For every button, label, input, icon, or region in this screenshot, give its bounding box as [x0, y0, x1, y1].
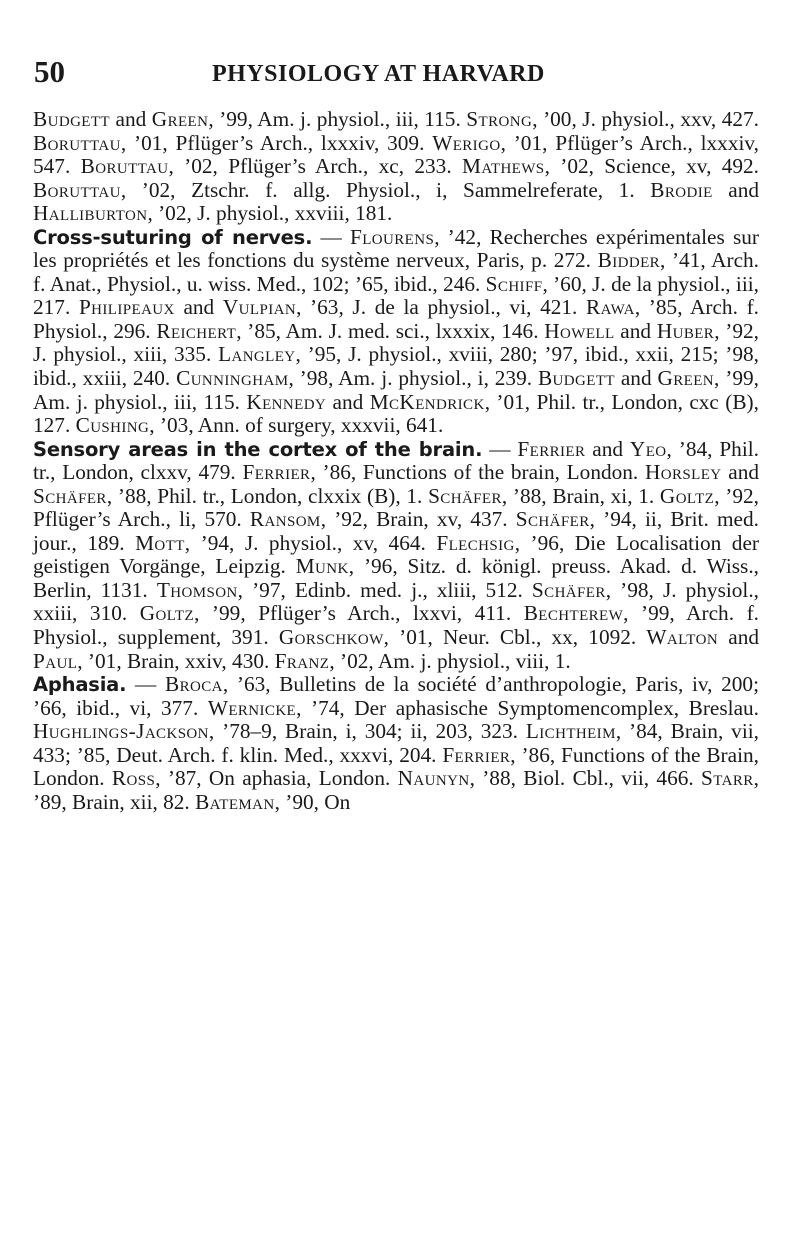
author-name: Mott	[135, 530, 185, 555]
section-heading: Sensory areas in the cortex of the brain.	[33, 437, 483, 461]
citation-text: , ’95, J. physiol., xviii, 280; ’97, ibid., xxii, 215; ’98, ibid., xxiii, 240.	[33, 342, 759, 391]
citation-text: , ’88, Biol. Cbl., vii, 466.	[469, 766, 702, 791]
author-name: Wernicke	[207, 695, 297, 720]
author-name: Starr	[701, 766, 754, 791]
author-name: Brodie	[650, 177, 713, 202]
author-name: Green	[151, 107, 209, 131]
author-name: Gorschkow	[278, 625, 384, 650]
author-name: Naunyn	[397, 766, 470, 791]
citation-text: , ’03, Ann. of surgery, xxxvii, 641.	[149, 413, 444, 438]
author-name: Boruttau	[80, 154, 169, 179]
citation-text: , ’98, J. physiol., xxiii, 310.	[33, 577, 759, 626]
author-name: Bidder	[597, 248, 661, 273]
author-name: Budgett	[537, 366, 615, 391]
author-name: Boruttau	[33, 177, 121, 202]
author-name: Ferrier	[517, 436, 586, 461]
author-name: Schäfer	[33, 483, 107, 508]
citation-text: , ’87, On aphasia, London.	[155, 766, 398, 791]
citation-text: , ’92, Pflüger’s Arch., li, 570.	[33, 483, 759, 532]
author-name: Ross	[111, 766, 156, 791]
citation-text: , ’96, Sitz. d. königl. preuss. Akad. d. Wiss., Berlin, 1131.	[33, 554, 759, 602]
author-name: Flechsig	[436, 530, 515, 555]
citation-text: —	[312, 224, 350, 249]
citation-text: , ’63, Bulletins de la société d’anthropologie, Paris, iv, 200; ’66, ibid., vi, 377.	[33, 672, 759, 720]
author-name: Lichtheim	[525, 719, 616, 744]
citation-text: , ’98, Am. j. physiol., i, 239.	[288, 366, 538, 391]
citation-text: , ’74, Der aphasische Symptomencomplex, Breslau.	[296, 695, 759, 720]
citation-text: , ’78–9, Brain, i, 304; ii, 203, 323.	[208, 719, 526, 744]
citation-text: , ’88, Phil. tr., London, clxxix (B), 1.	[106, 483, 429, 508]
bibliography-text	[33, 108, 759, 814]
author-name: Vulpian	[222, 295, 297, 320]
author-name: Rawa	[586, 295, 635, 320]
author-name: Yeo	[629, 436, 667, 461]
section-heading: Aphasia.	[33, 673, 127, 697]
citation-text: —	[482, 436, 518, 461]
bibliography-paragraph	[33, 673, 759, 814]
citation-text: , ’84, Phil. tr., London, clxxv, 479.	[33, 436, 759, 485]
author-name: Bateman	[195, 789, 275, 814]
citation-text: , ’01, Pflüger’s Arch., lxxxiv, 547.	[33, 130, 759, 179]
author-name: Kennedy	[246, 389, 327, 414]
citation-text: and	[614, 318, 657, 343]
citation-text: , ’02, Am. j. physiol., viii, 1.	[329, 648, 571, 673]
author-name: Strong	[466, 107, 533, 131]
citation-text: , ’01, Brain, xxiv, 430.	[77, 648, 275, 673]
page-number: 50	[34, 54, 65, 89]
citation-text: , ’02, Pflüger’s Arch., xc, 233.	[168, 154, 462, 179]
citation-text: and	[614, 366, 658, 391]
citation-text: and	[110, 107, 152, 131]
citation-text: , ’99, Arch. f. Physiol., supplement, 391.	[33, 601, 759, 650]
citation-text: and	[712, 177, 759, 202]
author-name: Cunningham	[176, 366, 289, 391]
page-header	[34, 52, 774, 92]
citation-text: , ’02, Ztschr. f. allg. Physiol., i, Sammelreferate, 1.	[120, 177, 651, 202]
author-name: Franz	[274, 648, 330, 673]
author-name: Ransom	[249, 507, 321, 532]
author-name: Goltz	[659, 483, 715, 508]
citation-text: , ’94, ii, Brit. med. jour., 189.	[33, 507, 759, 555]
citation-text: , ’85, Am. J. med. sci., lxxxix, 146.	[236, 318, 545, 343]
section-heading: Cross-suturing of nerves.	[33, 225, 313, 249]
author-name: Horsley	[644, 460, 722, 485]
citation-text: , ’00, J. physiol., xxv, 427.	[532, 107, 759, 131]
author-name: Budgett	[33, 107, 110, 131]
citation-text: , ’97, Edinb. med. j., xliii, 512.	[237, 577, 532, 602]
author-name: Walton	[646, 625, 719, 650]
author-name: Howell	[544, 318, 615, 343]
author-name: Hughlings-Jackson	[33, 719, 209, 744]
author-name: Boruttau	[33, 130, 121, 155]
citation-text: , ’96, Die Localisation der geistigen Vorgänge, Leipzig.	[33, 530, 759, 579]
citation-text: , ’99, Am. j. physiol., iii, 115.	[33, 366, 759, 414]
citation-text: , ’42, Recherches expérimentales sur les propriétés et les fonctions du système nerveux, Paris, p. 272.	[33, 224, 759, 273]
author-name: Bechterew	[523, 601, 624, 626]
author-name: Huber	[656, 318, 715, 343]
citation-text: , ’01, Pflüger’s Arch., lxxxiv, 309.	[120, 130, 433, 155]
author-name: Philipeaux	[78, 295, 175, 320]
citation-text: , ’89, Brain, xii, 82.	[33, 766, 759, 814]
citation-text: and	[718, 625, 759, 650]
citation-text: , ’92, Brain, xv, 437.	[320, 507, 516, 532]
author-name: Mathews	[461, 154, 545, 179]
citation-text: , ’92, J. physiol., xiii, 335.	[33, 318, 759, 367]
citation-text: , ’41, Arch. f. Anat., Physiol., u. wiss. Med., 102; ’65, ibid., 246.	[33, 248, 759, 296]
bibliography-paragraph	[33, 438, 759, 673]
running-head: PHYSIOLOGY AT HARVARD	[212, 61, 545, 87]
citation-text: and	[585, 436, 630, 461]
author-name: Ferrier	[242, 460, 311, 485]
citation-text: , ’02, Science, xv, 492.	[544, 154, 759, 179]
citation-text: , ’86, Functions of the Brain, London.	[33, 742, 759, 791]
citation-text: , ’84, Brain, vii, 433; ’85, Deut. Arch. f. klin. Med., xxxvi, 204.	[33, 719, 759, 767]
citation-text: , ’94, J. physiol., xv, 464.	[184, 530, 437, 555]
citation-text: , ’88, Brain, xi, 1.	[501, 483, 660, 508]
citation-text: , ’99, Pflüger’s Arch., lxxvi, 411.	[194, 601, 524, 626]
author-name: Munk	[295, 554, 349, 579]
citation-text: , ’02, J. physiol., xxviii, 181.	[147, 201, 393, 226]
author-name: Goltz	[139, 601, 195, 626]
author-name: Ferrier	[442, 742, 511, 767]
author-name: Green	[657, 366, 715, 391]
citation-text: and	[174, 295, 223, 320]
author-name: Broca	[164, 672, 223, 697]
author-name: Schäfer	[531, 577, 606, 602]
author-name: Thomson	[156, 577, 238, 602]
citation-text: , ’01, Phil. tr., London, cxc (B), 127.	[33, 389, 759, 438]
citation-text: and	[326, 389, 370, 414]
citation-text: , ’99, Am. j. physiol., iii, 115.	[208, 107, 467, 131]
author-name: Halliburton	[33, 201, 148, 226]
citation-text: and	[721, 460, 759, 485]
bibliography-paragraph	[33, 108, 759, 226]
citation-text: , ’63, J. de la physiol., vi, 421.	[296, 295, 587, 320]
author-name: Schäfer	[515, 507, 590, 532]
citation-text: , ’86, Functions of the brain, London.	[310, 460, 645, 485]
author-name: McKendrick	[369, 389, 485, 414]
author-name: Paul	[33, 648, 78, 673]
author-name: Schäfer	[428, 483, 502, 508]
author-name: Flourens	[349, 224, 435, 249]
citation-text: —	[126, 672, 165, 697]
bibliography-paragraph	[33, 226, 759, 438]
author-name: Werigo	[432, 130, 501, 155]
author-name: Schiff	[485, 271, 543, 296]
citation-text: , ’60, J. de la physiol., iii, 217.	[33, 271, 759, 320]
author-name: Reichert	[156, 318, 237, 343]
author-name: Cushing	[75, 413, 150, 438]
citation-text: , ’01, Neur. Cbl., xx, 1092.	[383, 625, 647, 650]
citation-text: , ’90, On	[274, 789, 351, 814]
author-name: Langley	[218, 342, 296, 367]
citation-text: , ’85, Arch. f. Physiol., 296.	[33, 295, 759, 343]
